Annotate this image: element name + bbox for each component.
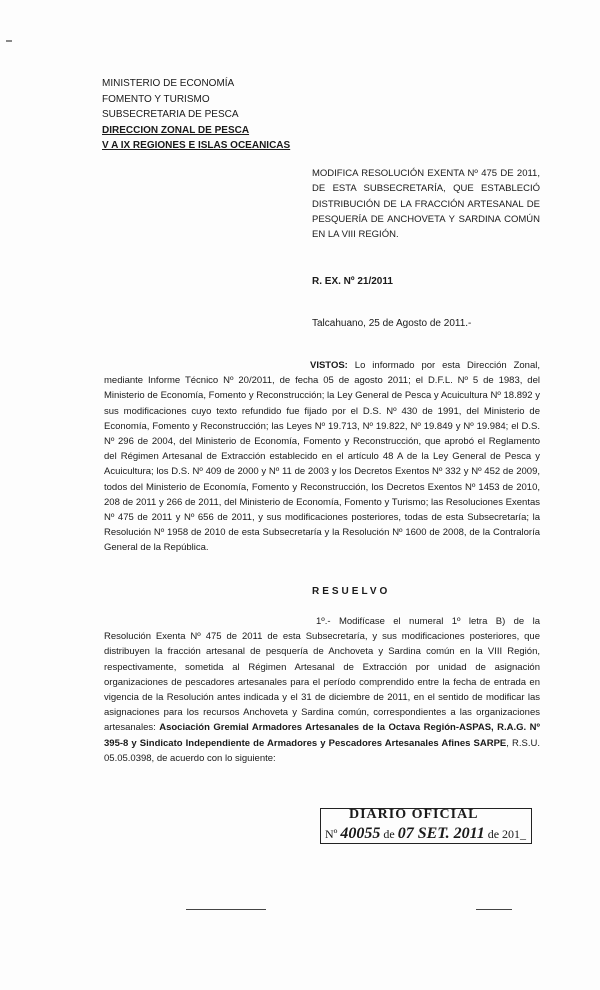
footer-rule-left bbox=[186, 909, 266, 910]
article-1-text-b: , R.S.U. 05.05.0398, de acuerdo con lo siguiente: bbox=[104, 737, 540, 764]
stamp-de-1: de bbox=[383, 827, 395, 841]
resuelvo-heading: RESUELVO bbox=[312, 586, 391, 597]
regions-line: V A IX REGIONES E ISLAS OCEANICAS bbox=[102, 140, 291, 151]
ministry-name: MINISTERIO DE ECONOMÍA bbox=[102, 78, 235, 89]
stamp-prefix: Nº bbox=[325, 827, 338, 841]
vistos-label: VISTOS: bbox=[310, 360, 348, 371]
article-1-text-a: Modifícase el numeral 1º letra B) de la Resolución Exenta Nº 475 de 2011 de esta Subsecretaría, y sus modificaciones posteriores, que distribuyen la fracción artesanal de pesquería de Anchoveta y Sardina común en la VIII Región, respectivamente, sometida al Régimen Artesanal de Extracción por unidad de asignación organizaciones de pescadores artesanales para el período comprendido entre la fecha de entrada en vigencia de la Resolución antes indicada y el 31 de diciembre de 2011, en el sentido de modificar las asignaciones para los recursos Anchoveta y Sardina común, correspondientes a las organizaciones artesanales: bbox=[104, 616, 540, 734]
article-1-number: 1º.- bbox=[316, 616, 331, 627]
stamp-suffix: 201_ bbox=[502, 827, 527, 841]
article-1-organizations: Asociación Gremial Armadores Artesanales de la Octava Región-ASPAS, R.A.G. Nº 395-8 y Sindicato Independiente de Armadores y Pescadores Artesanales Afines SARPE bbox=[104, 722, 540, 749]
zonal-direction: DIRECCION ZONAL DE PESCA bbox=[102, 124, 250, 136]
letterhead bbox=[102, 76, 290, 154]
stamp-number: 40055 bbox=[340, 825, 381, 842]
stamp-date: 07 SET. 2011 bbox=[397, 825, 485, 842]
article-1 bbox=[104, 614, 540, 766]
stamp-de-2: de bbox=[487, 827, 500, 841]
ministry-subname: FOMENTO Y TURISMO bbox=[102, 93, 210, 105]
stamp-line bbox=[325, 825, 526, 843]
diario-oficial-stamp bbox=[320, 808, 532, 844]
vistos-text: Lo informado por esta Dirección Zonal, mediante Informe Técnico Nº 20/2011, de fecha 05 de agosto 2011; el D.F.L. Nº 5 de 1983, del Ministerio de Economía, Fomento y Reconstrucción; la Ley General de Pesca y Acuicultura Nº 18.892 y sus modificaciones cuyo texto refundido fue fijado por el D.S. Nº 430 de 1991, del Ministerio de Economía, Fomento y Reconstrucción; las Leyes Nº 19.713, Nº 19.822, Nº 19.849 y Nº 19.984; el D.S. Nº 296 de 2004, del Ministerio de Economía, Fomento y Reconstrucción, que aprobó el Reglamento del Régimen Artesanal de Extracción establecido en el artículo 48 A de la Ley General de Pesca y Acuicultura; los D.S. Nº 409 de 2000 y Nº 11 de 2003 y los Decretos Exentos Nº 332 y Nº 452 de 2009, todos del Ministerio de Economía, Fomento y Reconstrucción, los Decretos Exentos Nº 1453 de 2010, 208 de 2011 y 266 de 2011, del Ministerio de Economía, Fomento y Turismo; las Resoluciones Exentas Nº 475 de 2011 y Nº 656 de 2011, y sus modificaciones posteriores, todas de esta Subsecretaría; la Resolución Nº 1958 de 2010 de esta Subsecretaría y la Resolución Nº 1600 de 2008, de la Contraloría General de la República. bbox=[104, 360, 540, 554]
place-date: Talcahuano, 25 de Agosto de 2011.- bbox=[312, 318, 472, 329]
scan-mark bbox=[6, 40, 12, 42]
resolution-number: R. EX. Nº 21/2011 bbox=[312, 276, 393, 287]
stamp-title: DIARIO OFICIAL bbox=[349, 807, 479, 822]
resolution-subject: MODIFICA RESOLUCIÓN EXENTA Nº 475 DE 2011, DE ESTA SUBSECRETARÍA, QUE ESTABLECIÓ DISTRIBUCIÓN DE LA FRACCIÓN ARTESANAL DE PESQUERÍA DE ANCHOVETA Y SARDINA COMÚN EN LA VIII REGIÓN. bbox=[312, 168, 540, 241]
vistos-paragraph bbox=[104, 358, 540, 556]
footer-rule-right bbox=[476, 909, 512, 910]
subsecretary-name: SUBSECRETARIA DE PESCA bbox=[102, 109, 239, 120]
